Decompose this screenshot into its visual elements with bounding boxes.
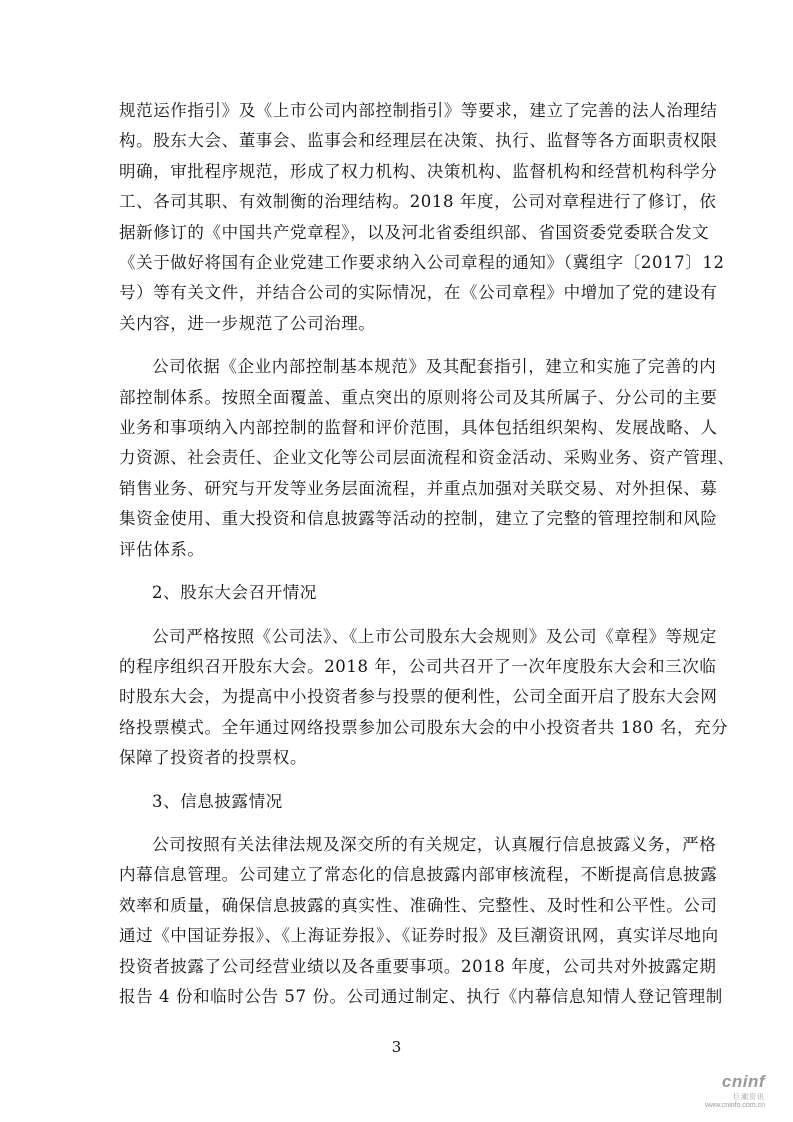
paragraph bbox=[119, 622, 729, 774]
text-line: 络投票模式。全年通过网络投票参加公司股东大会的中小投资者共 180 名，充分 bbox=[119, 717, 729, 737]
text-line: 公司依据《企业内部控制基本规范》及其配套指引，建立和实施了完善的内 bbox=[152, 357, 717, 377]
text-line: 投资者披露了公司经营业绩以及各重要事项。2018 年度，公司共对外披露定期 bbox=[119, 956, 717, 976]
section-heading: 2、股东大会召开情况 bbox=[152, 583, 317, 603]
text-line: 的程序组织召开股东大会。2018 年，公司共召开了一次年度股东大会和三次临 bbox=[119, 656, 717, 676]
text-line: 内幕信息管理。公司建立了常态化的信息披露内部审核流程，不断提高信息披露 bbox=[119, 865, 718, 885]
text-line: 据新修订的《中国共产党章程》，以及河北省委组织部、省国资委党委联合发文 bbox=[119, 222, 710, 242]
paragraph bbox=[119, 830, 723, 1012]
watermark-cn-text: 巨潮资讯 bbox=[733, 1094, 765, 1101]
text-line: 公司按照有关法律法规及深交所的有关规定，认真履行信息披露义务，严格 bbox=[152, 834, 717, 854]
watermark-url: www.cninfo.com.cn bbox=[705, 1102, 765, 1109]
cninfo-watermark bbox=[695, 1072, 765, 1108]
text-line: 业务和事项纳入内部控制的监督和评价范围，具体包括组织架构、发展战略、人 bbox=[119, 418, 718, 438]
text-line: 通过《中国证券报》、《上海证券报》、《证券时报》及巨潮资讯网，真实详尽地向 bbox=[119, 926, 719, 946]
document-body bbox=[119, 96, 735, 1025]
paragraph bbox=[119, 96, 725, 339]
text-line: 力资源、社会责任、企业文化等公司层面流程和资金活动、采购业务、资产管理、 bbox=[119, 448, 735, 468]
text-line: 工、各司其职、有效制衡的治理结构。2018 年度，公司对章程进行了修订，依 bbox=[119, 192, 717, 212]
page-number: 3 bbox=[391, 1038, 402, 1056]
text-line: 明确，审批程序规范，形成了权力机构、决策机构、监督机构和经营机构科学分 bbox=[119, 161, 718, 181]
text-line: 评估体系。 bbox=[119, 539, 205, 559]
paragraph bbox=[119, 352, 735, 565]
text-line: 部控制体系。按照全面覆盖、重点突出的原则将公司及其所属子、分公司的主要 bbox=[119, 387, 718, 407]
text-line: 效率和质量，确保信息披露的真实性、准确性、完整性、及时性和公平性。公司 bbox=[119, 895, 718, 915]
text-line: 号）等有关文件，并结合公司的实际情况，在《公司章程》中增加了党的建设有 bbox=[119, 283, 718, 303]
text-line: 公司严格按照《公司法》、《上市公司股东大会规则》及公司《章程》等规定 bbox=[152, 626, 717, 646]
text-line: 销售业务、研究与开发等业务层面流程，并重点加强对关联交易、对外担保、募 bbox=[119, 478, 718, 498]
text-line: 规范运作指引》及《上市公司内部控制指引》等要求，建立了完善的法人治理结 bbox=[119, 101, 718, 120]
watermark-logo: cninf bbox=[721, 1072, 765, 1091]
text-line: 关内容，进一步规范了公司治理。 bbox=[119, 313, 376, 333]
text-line: 集资金使用、重大投资和信息披露等活动的控制，建立了完整的管理控制和风险 bbox=[119, 509, 718, 529]
text-line: 报告 4 份和临时公告 57 份。公司通过制定、执行《内幕信息知情人登记管理制 bbox=[119, 986, 723, 1006]
text-line: 时股东大会，为提高中小投资者参与投票的便利性，公司全面开启了股东大会网 bbox=[119, 687, 718, 707]
text-line: 保障了投资者的投票权。 bbox=[119, 748, 308, 768]
section-heading: 3、信息披露情况 bbox=[152, 791, 283, 811]
text-line: 《关于做好将国有企业党建工作要求纳入公司章程的通知》（冀组字〔2017〕12 bbox=[119, 253, 725, 273]
text-line: 构。股东大会、董事会、监事会和经理层在决策、执行、监督等各方面职责权限 bbox=[119, 131, 718, 151]
